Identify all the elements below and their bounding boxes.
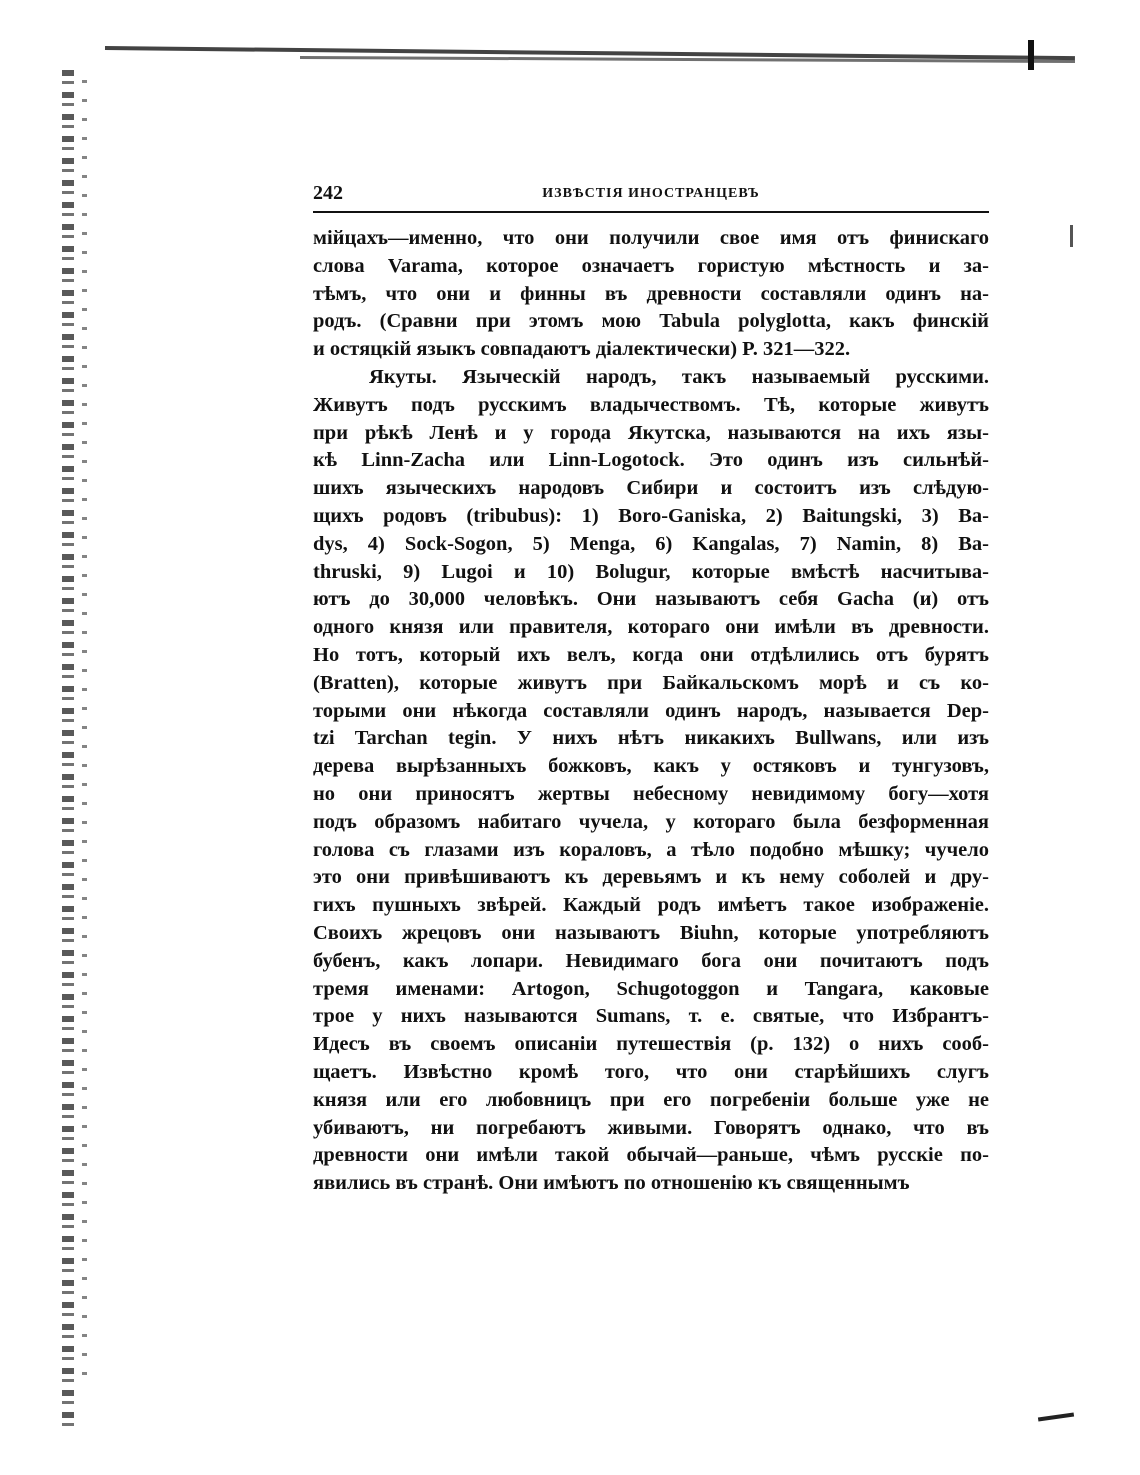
scan-left-edge-secondary [82,80,87,1380]
text-line: ютъ до 30,000 человѣкъ. Они называютъ себя Gacha (и) отъ [313,588,989,611]
text-line: древности они имѣли такой обычай—раньше, чѣмъ русскіе по- [313,1144,989,1167]
scan-right-mark [1070,225,1073,247]
text-line: tzi Tarchan tegin. У нихъ нѣтъ никакихъ Bullwans, или изъ [313,727,989,750]
text-line: тѣмъ, что они и финны въ древности составляли одинъ на- [313,282,989,305]
body-text [313,225,989,1198]
text-line: шихъ языческихъ народовъ Сибири и состоитъ изъ слѣдую- [313,477,989,500]
text-line: (Bratten), которые живутъ при Байкальскомъ морѣ и съ ко- [313,671,989,694]
text-line: щихъ родовъ (tribubus): 1) Boro-Ganiska, 2) Baitungski, 3) Ba- [313,504,989,527]
text-line: явились въ странѣ. Они имѣютъ по отношенію къ священнымъ [313,1172,910,1195]
text-line: dys, 4) Sock-Sogon, 5) Menga, 6) Kangalas, 7) Namin, 8) Ba- [313,532,989,555]
text-line: родъ. (Сравни при этомъ мою Tabula polyglotta, какъ финскій [313,310,989,333]
text-line: Своихъ жрецовъ они называютъ Biuhn, которые употребляютъ [313,921,989,944]
text-line: дерева вырѣзанныхъ божковъ, какъ у остяковъ и тунгузовъ, [313,755,989,778]
text-line: thruski, 9) Lugoi и 10) Bolugur, которые вмѣстѣ насчитыва- [313,560,989,583]
text-line: Якуты. Языческій народъ, такъ называемый русскими. [369,365,989,388]
running-head: ИЗВѢСТІЯ ИНОСТРАНЦЕВЪ [542,186,760,201]
text-line: это они привѣшиваютъ къ деревьямъ и къ нему соболей и дру- [313,866,989,889]
text-line: при рѣкѣ Ленѣ и у города Якутска, называются на ихъ язы- [313,421,989,444]
page-number: 242 [313,182,343,204]
scan-bottom-right-mark [1038,1413,1074,1422]
text-line: одного князя или правителя, котораго они имѣли въ древности. [313,616,989,639]
text-line: и остяцкій языкъ совпадаютъ діалектически) P. 321—322. [313,338,851,361]
text-line: убиваютъ, ни погребаютъ живыми. Говорятъ однако, что въ [313,1116,989,1139]
text-line: торыми они нѣкогда составляли одинъ народъ, называется Dep- [313,699,989,722]
text-line: кѣ Linn-Zacha или Linn-Logotock. Это одинъ изъ сильнѣй- [313,449,989,472]
book-page [313,180,989,1198]
text-line: тремя именами: Artogon, Schugotoggon и Tangara, каковые [313,977,989,1000]
scan-left-edge [62,70,74,1430]
text-line: голова съ глазами изъ кораловъ, а тѣло подобно мѣшку; чучело [313,838,989,861]
text-line: бубенъ, какъ лопари. Невидимаго бога они почитаютъ подъ [313,949,989,972]
text-line: гихъ пушныхъ звѣрей. Каждый родъ имѣетъ такое изображеніе. [313,894,989,917]
text-line: щаетъ. Извѣстно кромѣ того, что они старѣйшихъ слугъ [313,1060,989,1083]
text-line: слова Varama, которое означаетъ гористую мѣстность и за- [313,254,989,277]
text-line: мійцахъ—именно, что они получили свое имя отъ финискаго [313,227,989,249]
text-line: Идесъ въ своемъ описаніи путешествія (p. 132) о нихъ сооб- [313,1033,989,1056]
paragraph [313,364,989,1198]
text-line: трое у нихъ называются Sumans, т. е. святые, что Избрантъ- [313,1005,989,1028]
text-line: подъ образомъ набитаго чучела, у котораго была безформенная [313,810,989,833]
page-header [313,180,989,210]
text-line: Но тотъ, который ихъ велъ, когда они отдѣлились отъ бурятъ [313,643,989,666]
text-line: но они приносятъ жертвы небесному невидимому богу—хотя [313,782,989,805]
paragraph [313,225,989,364]
header-rule [313,211,989,213]
text-line: князя или его любовницъ при его погребеніи больше уже не [313,1088,989,1111]
scan-corner-mark [1028,40,1034,70]
text-line: Живутъ подъ русскимъ владычествомъ. Тѣ, которые живутъ [313,393,989,416]
